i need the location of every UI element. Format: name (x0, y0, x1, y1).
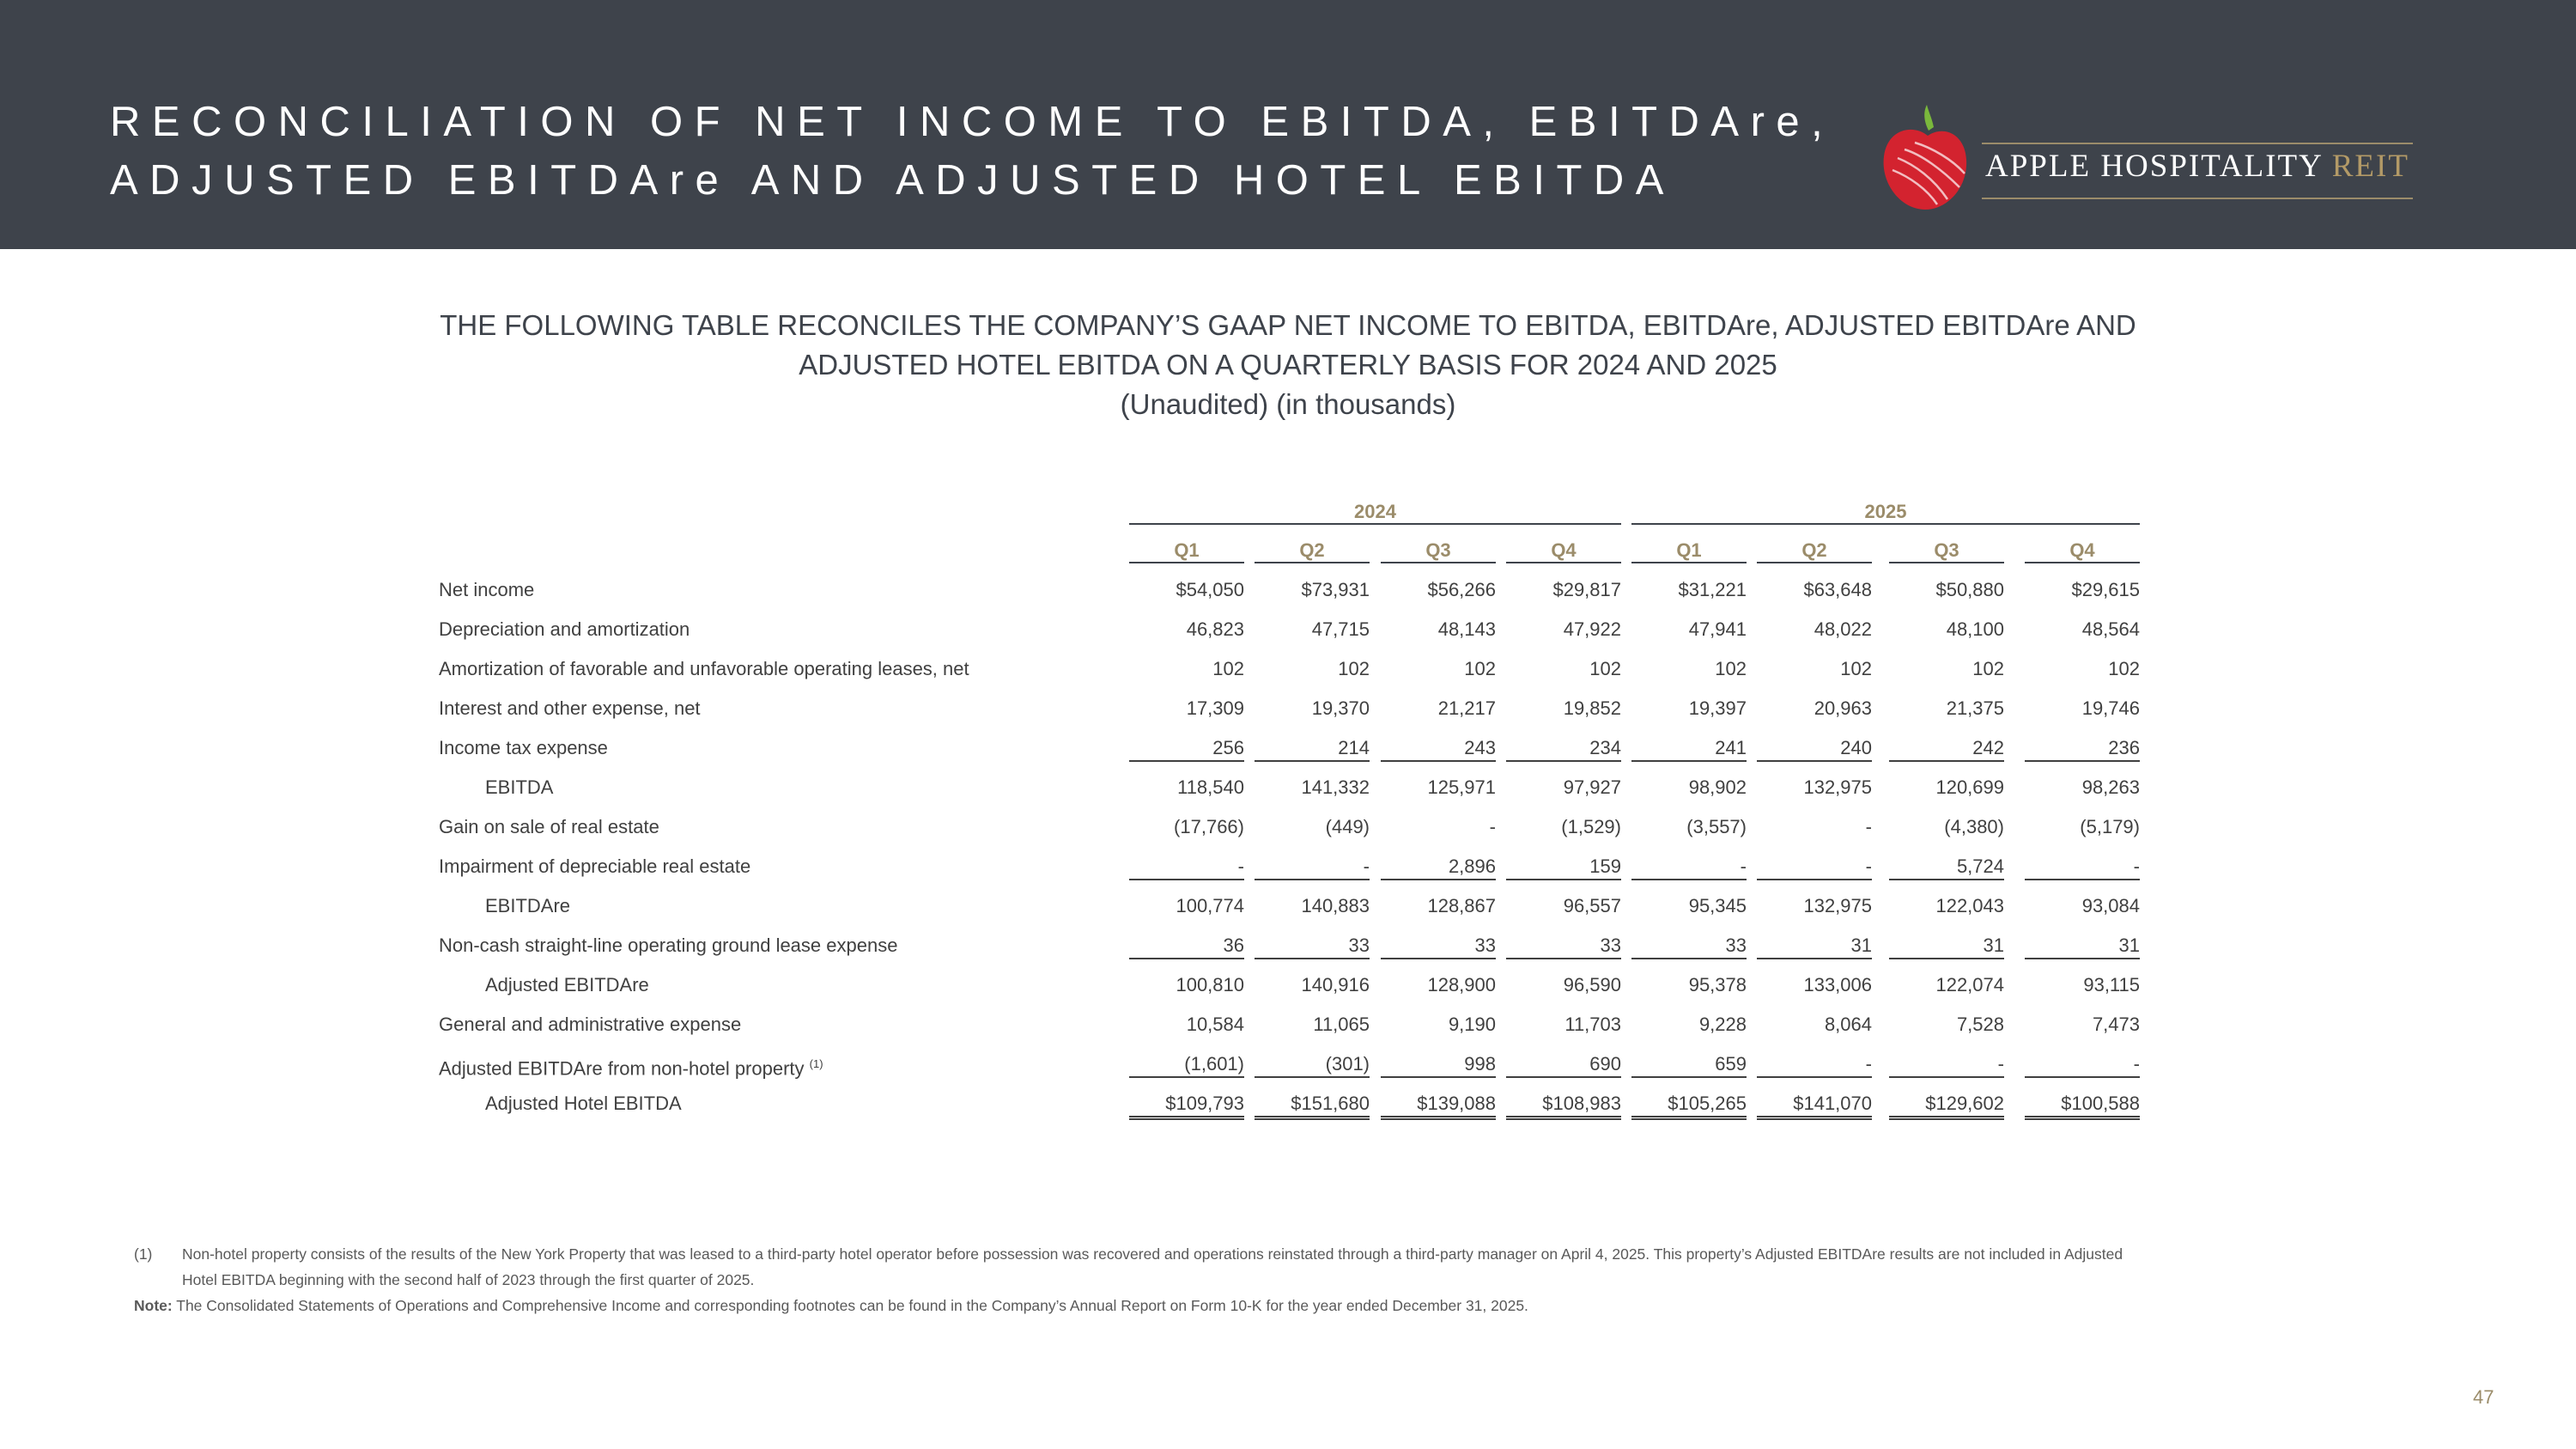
quarter-header-rule (1506, 562, 1621, 563)
table-cell: 9,228 (1698, 1014, 1747, 1035)
table-row (0, 807, 2576, 847)
table-cell: 21,217 (1437, 697, 1496, 719)
table-cell: - (2025, 1044, 2140, 1078)
row-label (439, 649, 969, 689)
year-header-2025: 2025 (1864, 501, 1907, 522)
table-cell: - (1489, 816, 1496, 837)
header-banner (0, 0, 2576, 249)
table-cell: 19,397 (1688, 697, 1747, 719)
row-label-text: EBITDA (485, 776, 554, 798)
table-cell: 102 (1972, 658, 2004, 679)
year-rule-2025 (1631, 523, 2140, 525)
table-cell: 100,810 (1176, 974, 1244, 995)
quarter-header: Q4 (2069, 539, 2095, 561)
footnote-1-line-1: Non-hotel property consists of the results of the New York Property that was leased to a third-party hotel operator before possession was recovered and operations reinstated through a third-party manager on April 4, 2025. This property’s Adjusted EBITDAre results are not included in Adjusted (182, 1245, 2123, 1263)
table-cell: $73,931 (1301, 579, 1370, 600)
table-cell: $139,088 (1381, 1084, 1496, 1120)
row-label-text: EBITDAre (485, 895, 571, 916)
table-cell: 120,699 (1935, 776, 2004, 798)
table-cell: - (2025, 847, 2140, 880)
table-cell: $105,265 (1631, 1084, 1747, 1120)
table-cell: 21,375 (1946, 697, 2004, 719)
table-cell: $100,588 (2025, 1084, 2140, 1120)
table-cell: 33 (1255, 926, 1370, 959)
table-cell: 690 (1506, 1044, 1621, 1078)
row-label-text: Adjusted EBITDAre (485, 974, 649, 995)
table-cell: (4,380) (1944, 816, 2004, 837)
table-cell: 97,927 (1563, 776, 1621, 798)
table-cell: 998 (1381, 1044, 1496, 1078)
table-cell: 7,528 (1956, 1014, 2004, 1035)
table-cell: 17,309 (1186, 697, 1244, 719)
row-label (439, 926, 897, 965)
table-cell: (1,601) (1129, 1044, 1244, 1078)
row-label (485, 965, 649, 1005)
table-cell: 31 (1889, 926, 2004, 959)
table-cell: $29,615 (2071, 579, 2140, 600)
table-cell: 36 (1129, 926, 1244, 959)
table-cell: 47,941 (1688, 618, 1747, 640)
table-cell: $129,602 (1889, 1084, 2004, 1120)
table-cell: 48,022 (1814, 618, 1872, 640)
row-label-text: Interest and other expense, net (439, 697, 701, 719)
table-row (0, 965, 2576, 1005)
table-cell: 19,746 (2081, 697, 2140, 719)
table-cell: 132,975 (1803, 776, 1872, 798)
quarter-header: Q1 (1676, 539, 1702, 561)
table-row (0, 728, 2576, 768)
table-row (0, 768, 2576, 807)
table-cell: 31 (1757, 926, 1872, 959)
subtitle-line-2: ADJUSTED HOTEL EBITDA ON A QUARTERLY BASIS FOR 2024 AND 2025 (799, 349, 1777, 381)
table-cell: 46,823 (1186, 618, 1244, 640)
table-cell: $141,070 (1757, 1084, 1872, 1120)
company-logo (1880, 105, 2430, 216)
table-cell: $54,050 (1176, 579, 1244, 600)
table-cell: - (1889, 1044, 2004, 1078)
table-cell: 20,963 (1814, 697, 1872, 719)
table-cell: 100,774 (1176, 895, 1244, 916)
table-cell: 102 (1840, 658, 1872, 679)
year-header-2024: 2024 (1354, 501, 1396, 522)
footnote-1-line-2: Hotel EBITDA beginning with the second half of 2023 through the first quarter of 2025. (182, 1271, 755, 1288)
table-row (0, 610, 2576, 649)
table-cell: (449) (1325, 816, 1370, 837)
note-text: The Consolidated Statements of Operations and Comprehensive Income and corresponding footnotes can be found in the Company’s Annual Report on Form 10-K for the year ended December 31, 2025. (172, 1297, 1528, 1314)
table-cell: 93,084 (2081, 895, 2140, 916)
table-cell: 33 (1381, 926, 1496, 959)
row-label (439, 728, 608, 768)
table-cell: 159 (1506, 847, 1621, 880)
footnote-1 (134, 1241, 2123, 1293)
row-label-text: Impairment of depreciable real estate (439, 855, 751, 877)
table-cell: 102 (2108, 658, 2140, 679)
table-cell: 102 (1212, 658, 1244, 679)
row-label-text: Net income (439, 579, 535, 600)
footnote-1-marker: (1) (134, 1245, 153, 1263)
table-cell: 122,074 (1935, 974, 2004, 995)
table-cell: 122,043 (1935, 895, 2004, 916)
table-cell: 242 (1889, 728, 2004, 762)
table-cell: - (1865, 816, 1872, 837)
quarter-header-rule (1631, 562, 1747, 563)
table-cell: 31 (2025, 926, 2140, 959)
table-cell: 234 (1506, 728, 1621, 762)
table-row (0, 649, 2576, 689)
table-cell: 48,100 (1946, 618, 2004, 640)
table-cell: 98,902 (1688, 776, 1747, 798)
logo-top-rule (1982, 143, 2413, 144)
quarter-header-rule (1757, 562, 1872, 563)
quarter-header-rule (1255, 562, 1370, 563)
table-cell: 33 (1506, 926, 1621, 959)
table-cell: $56,266 (1427, 579, 1496, 600)
table-cell: 48,143 (1437, 618, 1496, 640)
table-cell: (17,766) (1174, 816, 1244, 837)
table-row (0, 1084, 2576, 1123)
table-cell: 48,564 (2081, 618, 2140, 640)
table-cell: 19,370 (1311, 697, 1370, 719)
row-label-text: Adjusted Hotel EBITDA (485, 1093, 682, 1114)
table-cell: 140,883 (1301, 895, 1370, 916)
logo-name: APPLE HOSPITALITY (1985, 149, 2323, 184)
table-cell: 241 (1631, 728, 1747, 762)
table-cell: 10,584 (1186, 1014, 1244, 1035)
table-cell: 141,332 (1301, 776, 1370, 798)
row-label-text: Depreciation and amortization (439, 618, 690, 640)
table-cell: 133,006 (1803, 974, 1872, 995)
table-cell: 96,590 (1563, 974, 1621, 995)
quarter-header: Q2 (1801, 539, 1827, 561)
table-row (0, 886, 2576, 926)
table-cell: $31,221 (1678, 579, 1747, 600)
row-label (485, 886, 570, 926)
table-cell: $108,983 (1506, 1084, 1621, 1120)
table-cell: 659 (1631, 1044, 1747, 1078)
table-cell: 8,064 (1824, 1014, 1872, 1035)
quarter-header-rule (1381, 562, 1496, 563)
note (134, 1293, 2123, 1318)
table-cell: 118,540 (1177, 776, 1244, 798)
table-cell: - (1129, 847, 1244, 880)
year-rule-2024 (1129, 523, 1621, 525)
row-label-text: General and administrative expense (439, 1014, 742, 1035)
row-label-text: Amortization of favorable and unfavorable operating leases, net (439, 658, 969, 679)
table-cell: (1,529) (1561, 816, 1621, 837)
quarter-header: Q4 (1551, 539, 1577, 561)
quarter-header-rule (1129, 562, 1244, 563)
quarter-header: Q1 (1174, 539, 1200, 561)
table-intro (0, 306, 2576, 424)
table-cell: 96,557 (1563, 895, 1621, 916)
quarter-header-rule (2025, 562, 2140, 563)
table-cell: 33 (1631, 926, 1747, 959)
page-title (110, 93, 1834, 210)
quarter-header: Q3 (1934, 539, 1959, 561)
table-cell: 11,065 (1313, 1014, 1370, 1035)
row-label-text: Adjusted EBITDAre from non-hotel property (439, 1057, 805, 1080)
row-label (439, 807, 659, 847)
table-cell: 95,345 (1688, 895, 1747, 916)
table-cell: 102 (1589, 658, 1621, 679)
table-cell: 2,896 (1381, 847, 1496, 880)
table-cell: 128,867 (1427, 895, 1496, 916)
table-cell: 102 (1464, 658, 1496, 679)
table-row (0, 1005, 2576, 1044)
quarter-header: Q3 (1425, 539, 1451, 561)
table-cell: 102 (1338, 658, 1370, 679)
logo-reit: REIT (2331, 149, 2409, 184)
table-row (0, 1044, 2576, 1084)
title-line-2: ADJUSTED EBITDAre AND ADJUSTED HOTEL EBITDA (110, 157, 1675, 204)
table-cell: 214 (1255, 728, 1370, 762)
table-cell: 19,852 (1563, 697, 1621, 719)
subtitle-line-3: (Unaudited) (in thousands) (1120, 388, 1456, 420)
table-cell: $29,817 (1552, 579, 1621, 600)
row-label (439, 847, 750, 886)
table-cell: $50,880 (1935, 579, 2004, 600)
table-cell: 125,971 (1427, 776, 1496, 798)
row-label-text: Gain on sale of real estate (439, 816, 659, 837)
table-cell: $109,793 (1129, 1084, 1244, 1120)
table-cell: 102 (1715, 658, 1747, 679)
table-row (0, 570, 2576, 610)
row-label (439, 610, 690, 649)
table-cell: $63,648 (1803, 579, 1872, 600)
subtitle-line-1: THE FOLLOWING TABLE RECONCILES THE COMPANY’S GAAP NET INCOME TO EBITDA, EBITDAre, ADJUSTED EBITDAre AND (440, 309, 2136, 341)
table-cell: 47,715 (1311, 618, 1370, 640)
row-label (485, 768, 553, 807)
row-label (439, 1044, 823, 1088)
table-cell: - (1255, 847, 1370, 880)
row-label (439, 570, 534, 610)
table-cell: 93,115 (2083, 974, 2140, 995)
table-cell: 98,263 (2081, 776, 2140, 798)
table-cell: 140,916 (1301, 974, 1370, 995)
footnote-ref: (1) (809, 1057, 823, 1070)
quarter-header: Q2 (1299, 539, 1325, 561)
table-cell: - (1757, 1044, 1872, 1078)
apple-logo-icon (1880, 105, 1975, 216)
table-cell: 128,900 (1427, 974, 1496, 995)
row-label (439, 689, 701, 728)
table-cell: - (1757, 847, 1872, 880)
table-row (0, 926, 2576, 965)
page-number: 47 (2473, 1386, 2494, 1408)
row-label (485, 1084, 682, 1123)
table-cell: $151,680 (1255, 1084, 1370, 1120)
table-cell: (3,557) (1686, 816, 1747, 837)
footnotes (134, 1241, 2123, 1318)
table-cell: 9,190 (1448, 1014, 1496, 1035)
row-label-text: Non-cash straight-line operating ground lease expense (439, 935, 898, 956)
logo-wordmark (1985, 148, 2409, 185)
quarter-header-rule (1889, 562, 2004, 563)
table-cell: 256 (1129, 728, 1244, 762)
table-cell: 95,378 (1688, 974, 1747, 995)
table-row (0, 689, 2576, 728)
table-cell: 5,724 (1889, 847, 2004, 880)
table-cell: 11,703 (1564, 1014, 1621, 1035)
table-cell: (301) (1255, 1044, 1370, 1078)
table-cell: 243 (1381, 728, 1496, 762)
table-cell: 240 (1757, 728, 1872, 762)
table-cell: - (1631, 847, 1747, 880)
logo-bottom-rule (1982, 198, 2413, 199)
table-cell: 7,473 (2092, 1014, 2140, 1035)
table-row (0, 847, 2576, 886)
title-line-1: RECONCILIATION OF NET INCOME TO EBITDA, EBITDAre, (110, 99, 1835, 145)
table-cell: 47,922 (1563, 618, 1621, 640)
table-cell: 132,975 (1803, 895, 1872, 916)
table-cell: (5,179) (2080, 816, 2140, 837)
row-label-text: Income tax expense (439, 737, 608, 758)
row-label (439, 1005, 741, 1044)
note-label: Note: (134, 1297, 173, 1314)
table-cell: 236 (2025, 728, 2140, 762)
